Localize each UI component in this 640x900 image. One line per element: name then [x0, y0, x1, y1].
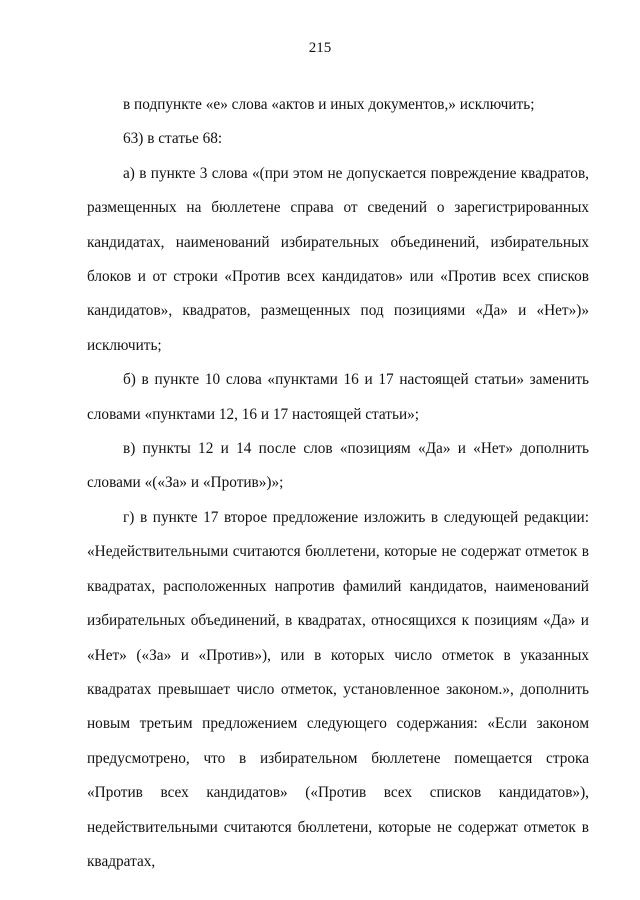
paragraph-subitem-e: в подпункте «е» слова «актов и иных документов,» исключить;: [123, 96, 535, 113]
paragraph-v: в) пункты 12 и 14 после слов «позициям «Да» и «Нет» дополнить словами «(«За» и «Против»)»;: [87, 440, 589, 492]
page-number: 215: [308, 40, 332, 56]
paragraph-a: а) в пункте 3 слова «(при этом не допускается повреждение квадратов, размещенных на бюллетене справа от сведений о зарегистрированных кандидатах, наименований избирательных объединений, избирательных блоков и от строки «Против всех кандидатов» или «Против всех списков кандидатов», квадратов, размещенных под позициями «Да» и «Нет»)» исключить;: [87, 164, 589, 354]
document-body: [87, 88, 589, 879]
paragraph-item-63: 63) в статье 68:: [123, 130, 223, 148]
paragraph-b: б) в пункте 10 слова «пунктами 16 и 17 настоящей статьи» заменить словами «пунктами 12, 16 и 17 настоящей статьи»;: [87, 371, 589, 423]
paragraph-g: г) в пункте 17 второе предложение изложить в следующей редакции: «Недействительными считаются бюллетени, которые не содержат отметок в квадратах, расположенных напротив фамилий кандидатов, наименований избирательных объединений, в квадратах, относящихся к позициям «Да» и «Нет» («За» и «Против»), или в которых число отметок в указанных квадратах превышает число отметок, установленное законом.», дополнить новым третьим предложением следующего содержания: «Если законом предусмотрено, что в избирательном бюллетене помещается строка «Против всех кандидатов» («Против всех списков кандидатов»), недействительными считаются бюллетени, которые не содержат отметок в квадратах,: [87, 508, 589, 870]
